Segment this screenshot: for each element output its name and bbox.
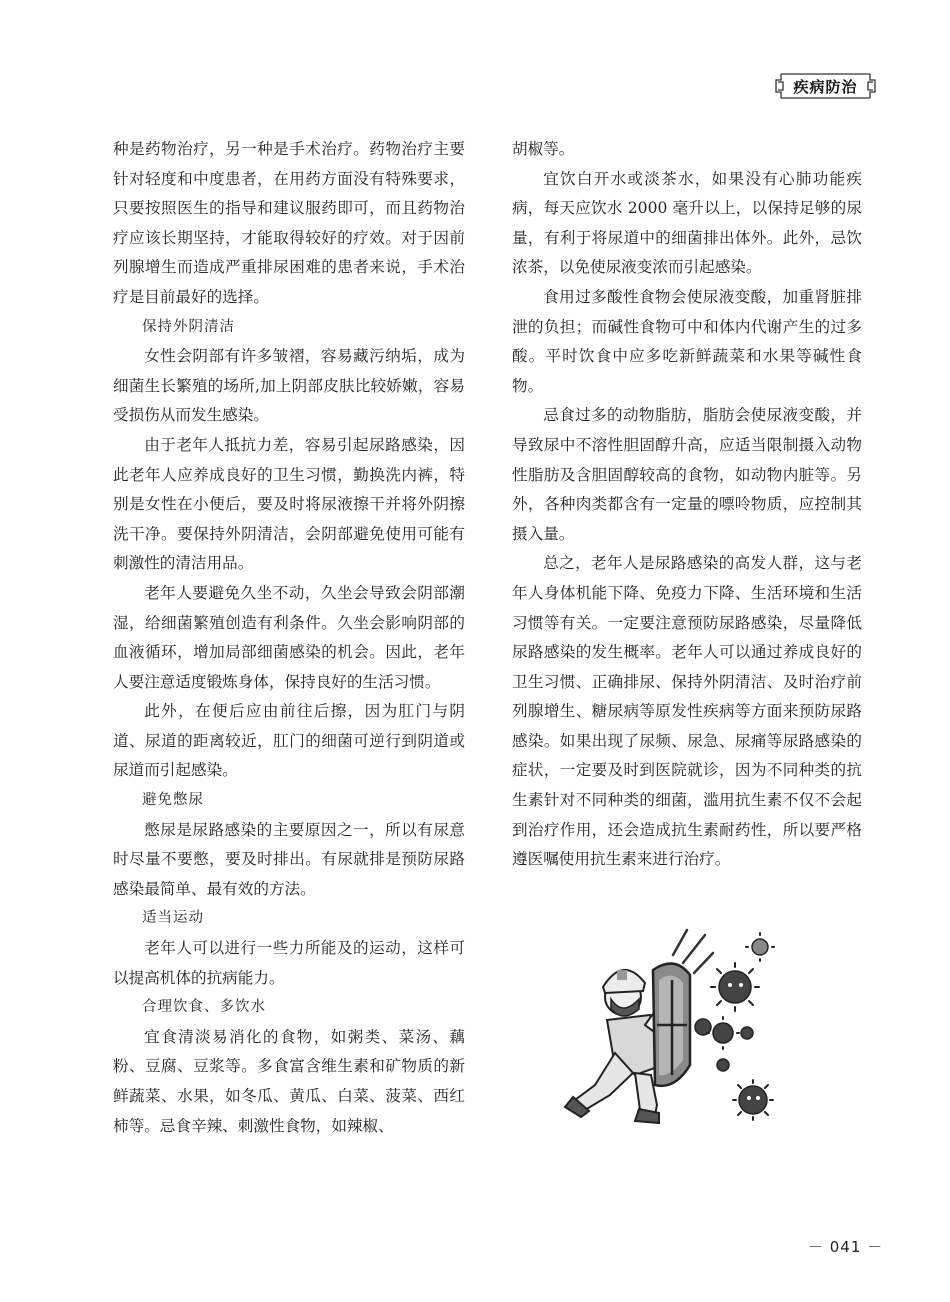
paragraph: 此外，在便后应由前往后擦，因为肛门与阴道、尿道的距离较近，肛门的细菌可逆行到阴道或尿道而引起感染。 [113, 702, 465, 780]
paragraph: 忌食过多的动物脂肪，脂肪会使尿液变酸，并导致尿中不溶性胆固醇升高，应适当限制摄入动物性脂肪及含胆固醇较高的食物，如动物内脏等。另外，各种肉类都含有一定量的嘌呤物质，应控制其摄入量。 [512, 406, 862, 543]
right-column [512, 135, 862, 875]
virus-icons [695, 939, 768, 1114]
section-subheading: 避免憋尿 [142, 792, 204, 809]
section-tag [773, 68, 878, 104]
page-number: － 041 － [808, 1238, 884, 1256]
paragraph: 憋尿是尿路感染的主要原因之一，所以有尿意时尽量不要憋，要及时排出。有尿就排是预防尿路感染最简单、最有效的方法。 [113, 820, 465, 898]
paragraph: 女性会阴部有许多皱褶，容易藏污纳垢，成为细菌生长繁殖的场所,加上阴部皮肤比较娇嫩，容易受损伤从而发生感染。 [113, 347, 465, 425]
section-subheading: 合理饮食、多饮水 [142, 999, 266, 1016]
paragraph: 老年人可以进行一些力所能及的运动，这样可以提高机体的抗病能力。 [113, 939, 465, 987]
doctor-figure [565, 970, 663, 1123]
doctor-shield-virus-illustration [555, 925, 787, 1125]
paragraph: 由于老年人抵抗力差，容易引起尿路感染，因此老年人应养成良好的卫生习惯，勤换洗内裤，特别是女性在小便后，要及时将尿液擦干并将外阴擦洗干净。要保持外阴清洁，会阴部避免使用可能有刺激性的清洁用品。 [113, 435, 465, 573]
paragraph: 宜饮白开水或淡茶水，如果没有心肺功能疾病，每天应饮水 2000 毫升以上，以保持足够的尿量，有利于将尿道中的细菌排出体外。此外，忌饮浓茶，以免使尿液变浓而引起感染。 [512, 169, 862, 277]
shield [653, 964, 690, 1086]
paragraph: 食用过多酸性食物会使尿液变酸，加重肾脏排泄的负担；而碱性食物可中和体内代谢产生的过多酸。平时饮食中应多吃新鲜蔬菜和水果等碱性食物。 [512, 287, 862, 395]
section-title: 疾病防治 [793, 77, 858, 96]
section-subheading: 保持外阴清洁 [142, 318, 235, 335]
paragraph: 胡椒等。 [512, 140, 575, 158]
paragraph: 总之，老年人是尿路感染的高发人群，这与老年人身体机能下降、免疫力下降、生活环境和生活习惯等有关。一定要注意预防尿路感染，尽量降低尿路感染的发生概率。老年人可以通过养成良好的卫生习惯、正确排尿、保持外阴清洁、及时治疗前列腺增生、糖尿病等原发性疾病等方面来预防尿路感染。如果出现了尿频、尿急、尿痛等尿路感染的症状，一定要及时到医院就诊，因为不同种类的抗生素针对不同种类的细菌，滥用抗生素不仅不会起到治疗作用，还会造成抗生素耐药性，所以要严格遵医嘱使用抗生素来进行治疗。 [512, 554, 862, 869]
left-column [113, 135, 465, 1141]
section-subheading: 适当运动 [142, 910, 204, 927]
paragraph: 老年人要避免久坐不动，久坐会导致会阴部潮湿，给细菌繁殖创造有利条件。久坐会影响阴部的血液循环，增加局部细菌感染的机会。因此，老年人要注意适度锻炼身体，保持良好的生活习惯。 [113, 583, 465, 691]
paragraph: 宜食清淡易消化的食物，如粥类、菜汤、藕粉、豆腐、豆浆等。多食富含维生素和矿物质的新鲜蔬菜、水果，如冬瓜、黄瓜、白菜、菠菜、西红柿等。忌食辛辣、刺激性食物，如辣椒、 [113, 1027, 465, 1135]
paragraph: 种是药物治疗，另一种是手术治疗。药物治疗主要针对轻度和中度患者，在用药方面没有特殊要求，只要按照医生的指导和建议服药即可，而且药物治疗应该长期坚持，才能取得较好的疗效。对于因前列腺增生而造成严重排尿困难的患者来说，手术治疗是目前最好的选择。 [113, 140, 465, 306]
